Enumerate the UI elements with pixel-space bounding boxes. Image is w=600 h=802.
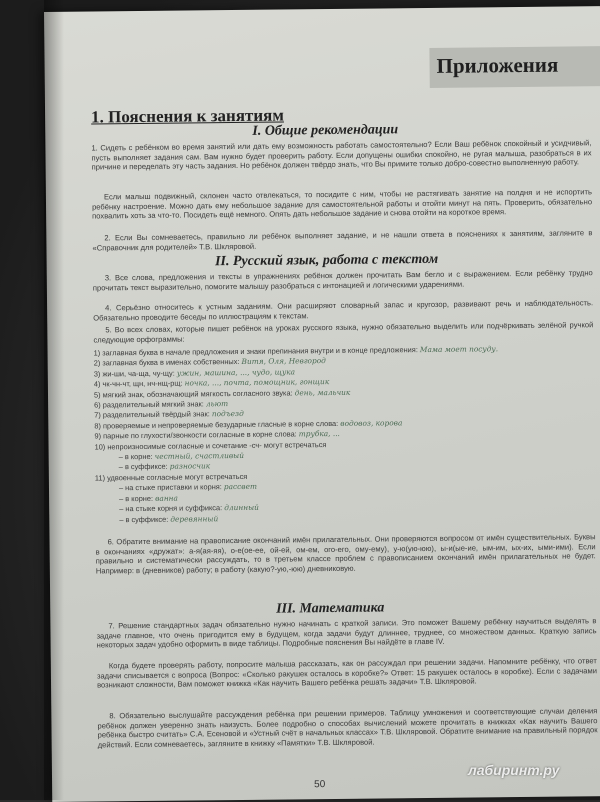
handwritten-example: Витя, Оля, Невгород [241,356,326,367]
appendix-title: Приложения [436,52,559,78]
paragraph-8: 8. Обязательно выслушайте рассуждения ребёнка при решении примеров. Таблицу умножения и соответствующие случаи деления ребёнок должен уверенно знать наизусть. Более подробно о способах вычислений можете прочитать в книжках «Как научить Вашего ребёнка быстро считать» С.А. Есеновой и «Устный счёт в начальных классах» Т.В. Шкляровой. Обратите внимание на правильный порядок действий. Если сомневаетесь, загляните в книжку «Памятки» Т.В. Шкляровой. [97,706,598,750]
handwritten-example: льют [205,399,229,409]
orthogram-text: – на стыке приставки и корня: [118,482,224,493]
heading-math: III. Математика [276,600,385,617]
orthogram-text: – в суффиксе: [119,514,171,524]
handwritten-example: водовоз, корова [340,418,403,428]
paragraph-1: 1. Сидеть с ребёнком во время занятий или дать ему возможность работать самостоятельно? Если Ваш ребёнок спокойный и усидчивый, пусть выполняет задания сам. Вам нужно будет проверить работу. Если допущены ошибки спокойно, не ругая малыша, разобраться в их причине и переделать эту часть задания. Но ребёнок должен твёрдо знать, что Вы примите только добро-совестно выполненную работу. [91,138,592,172]
orthogram-text: 10) непроизносимые согласные и сочетание -сч- могут встречаться [94,439,327,452]
handwritten-example: подъезд [211,409,244,419]
orthogram-list [94,343,596,525]
orthogram-text: 6) разделительный мягкий знак: [94,399,206,410]
page-number: 50 [314,779,326,791]
orthogram-text: 1) заглавная буква в начале предложения и знаки препинания внутри и в конце предложения: [93,345,420,358]
orthogram-text: – в суффиксе: [118,462,170,472]
orthogram-text: 9) парные по глухости/звонкости согласные в корне слова: [94,429,299,441]
orthogram-text: 11) удвоенные согласные могут встречаться [94,471,248,483]
paragraph-4: 4. Серьёзно относитесь к устным заданиям. Они расширяют словарный запас и кругозор, развивают речь и наблюдательность. Обязательно проводите беседы по иллюстрациям к текстам. [93,298,594,323]
orthogram-text: 8) проверяемые и непроверяемые безударные гласные в корне слова: [94,418,341,431]
paragraph-7b: Когда будете проверять работу, попросите малыша рассказать, как он рассуждал при решении задачи. Напомните ребёнку, что ответ задачи списывается с вопроса (Вопрос: «Сколько ракушек осталось в коробке?» Ответ: 15 ракушек осталось в коробке). Если с задачами возникают сложности, Вам поможет книжка «Как научить Вашего ребёнка решать задачи» Т.В. Шкляровой. [96,656,597,690]
orthogram-text: 2) заглавная буква в именах собственных: [93,357,242,368]
handwritten-example: деревянный [170,513,219,524]
paragraph-7: 7. Решение стандартных задач обязательно нужно начинать с краткой записи. Это поможет Вашему ребёнку научиться выделять в задаче главное, что очень пригодится ему в будущем, когда задачи будут длиннее, труднее, со множеством данных. Краткую запись некоторых задач удобно оформить в виде таблицы. Подробные пояснения Вы найдёте в главе IV. [96,616,597,650]
heading-russian: II. Русский язык, работа с текстом [214,251,439,270]
paragraph-6: 6. Обратите внимание на правописание окончаний имён прилагательных. Они проверяются вопросом от имён существительных. Буквы в окончаниях «дружат»: а-я(ая-яя), о-е(ое-ее, ой-ей, ом-ем, ого-его, ому-ему), у-ю(ую-юю), ы-и(ые-ие, ым-им, ых-их, ыми-ими). Если правильно и систематически рассуждать, то в третьем классе проблем с правописанием окончаний имён прилагательных не будет. Например: в (дневников) работу; в работу (какую?-ую,-юю) дневниковую. [95,532,596,576]
orthogram-text: 5) мягкий знак, обозначающий мягкость согласного звука: [93,388,295,400]
orthogram-text: – в корне: [119,493,156,503]
handwritten-example: ночка, ..., почта, помощник, гонщик [184,377,330,388]
orthogram-text: – на стыке корня и суффикса: [119,503,225,514]
paragraph-2: 2. Если Вы сомневаетесь, правильно ли ребёнок выполняет задание, и не нашли ответа в пояснениях к занятиям, загляните в «Справочник для родителей» Т.В. Шкляровой. [92,228,593,253]
handwritten-example: ванна [155,493,178,503]
handwritten-example: трубка, ... [298,429,340,439]
paragraph-1b: Если малыш подвижный, склонен часто отвлекаться, то посидите с ним, чтобы не растягивать занятие на полдня и не испортить ребёнку настроение. Можно дать ему небольшое задание для самостоятельной работы и отойти минут на пять. Проверить, обязательно похвалить хоть за что-то. Посидеть ещё немного. Опять дать небольшое задание и снова отойти на короткое время. [91,187,593,221]
book-page [44,6,600,802]
handwritten-example: разносчик [169,461,211,472]
orthogram-text: – в корне: [118,451,155,462]
handwritten-example: длинный [224,502,259,513]
handwritten-example: ужин, машина, ..., чудо, щука [176,367,296,378]
watermark-logo: лабиринт.ру [468,762,560,778]
paragraph-3: 3. Все слова, предложения и тексты в упражнениях ребёнок должен прочитать Вам бегло и с выражением. Если ребёнку трудно прочитать текст выразительно, помогите малышу разобраться с интонацией и логическими ударениями. [92,268,593,293]
orthogram-text: 7) разделительный твёрдый знак: [94,409,212,420]
handwritten-example: Мама моет посуду. [419,344,499,355]
orthogram-text: 4) чк-чн-чт, щн, нч-нщ-рщ: [93,378,185,389]
section-title: 1. Пояснения к занятиям [91,105,285,127]
binding-shadow [44,0,64,800]
heading-general: I. Общие рекомендации [252,122,399,139]
handwritten-example: честный, счастливый [154,450,244,461]
paragraph-5: 5. Во всех словах, которые пишет ребёнок на уроках русского языка, нужно обязательно выделить или подчёркивать зелёной ручкой следующие орфограммы: [93,320,594,345]
orthogram-text: 3) жи-ши, ча-ща, чу-щу: [93,368,177,379]
handwritten-example: рассвет [223,482,258,492]
handwritten-example: день, мальчик [294,387,351,398]
